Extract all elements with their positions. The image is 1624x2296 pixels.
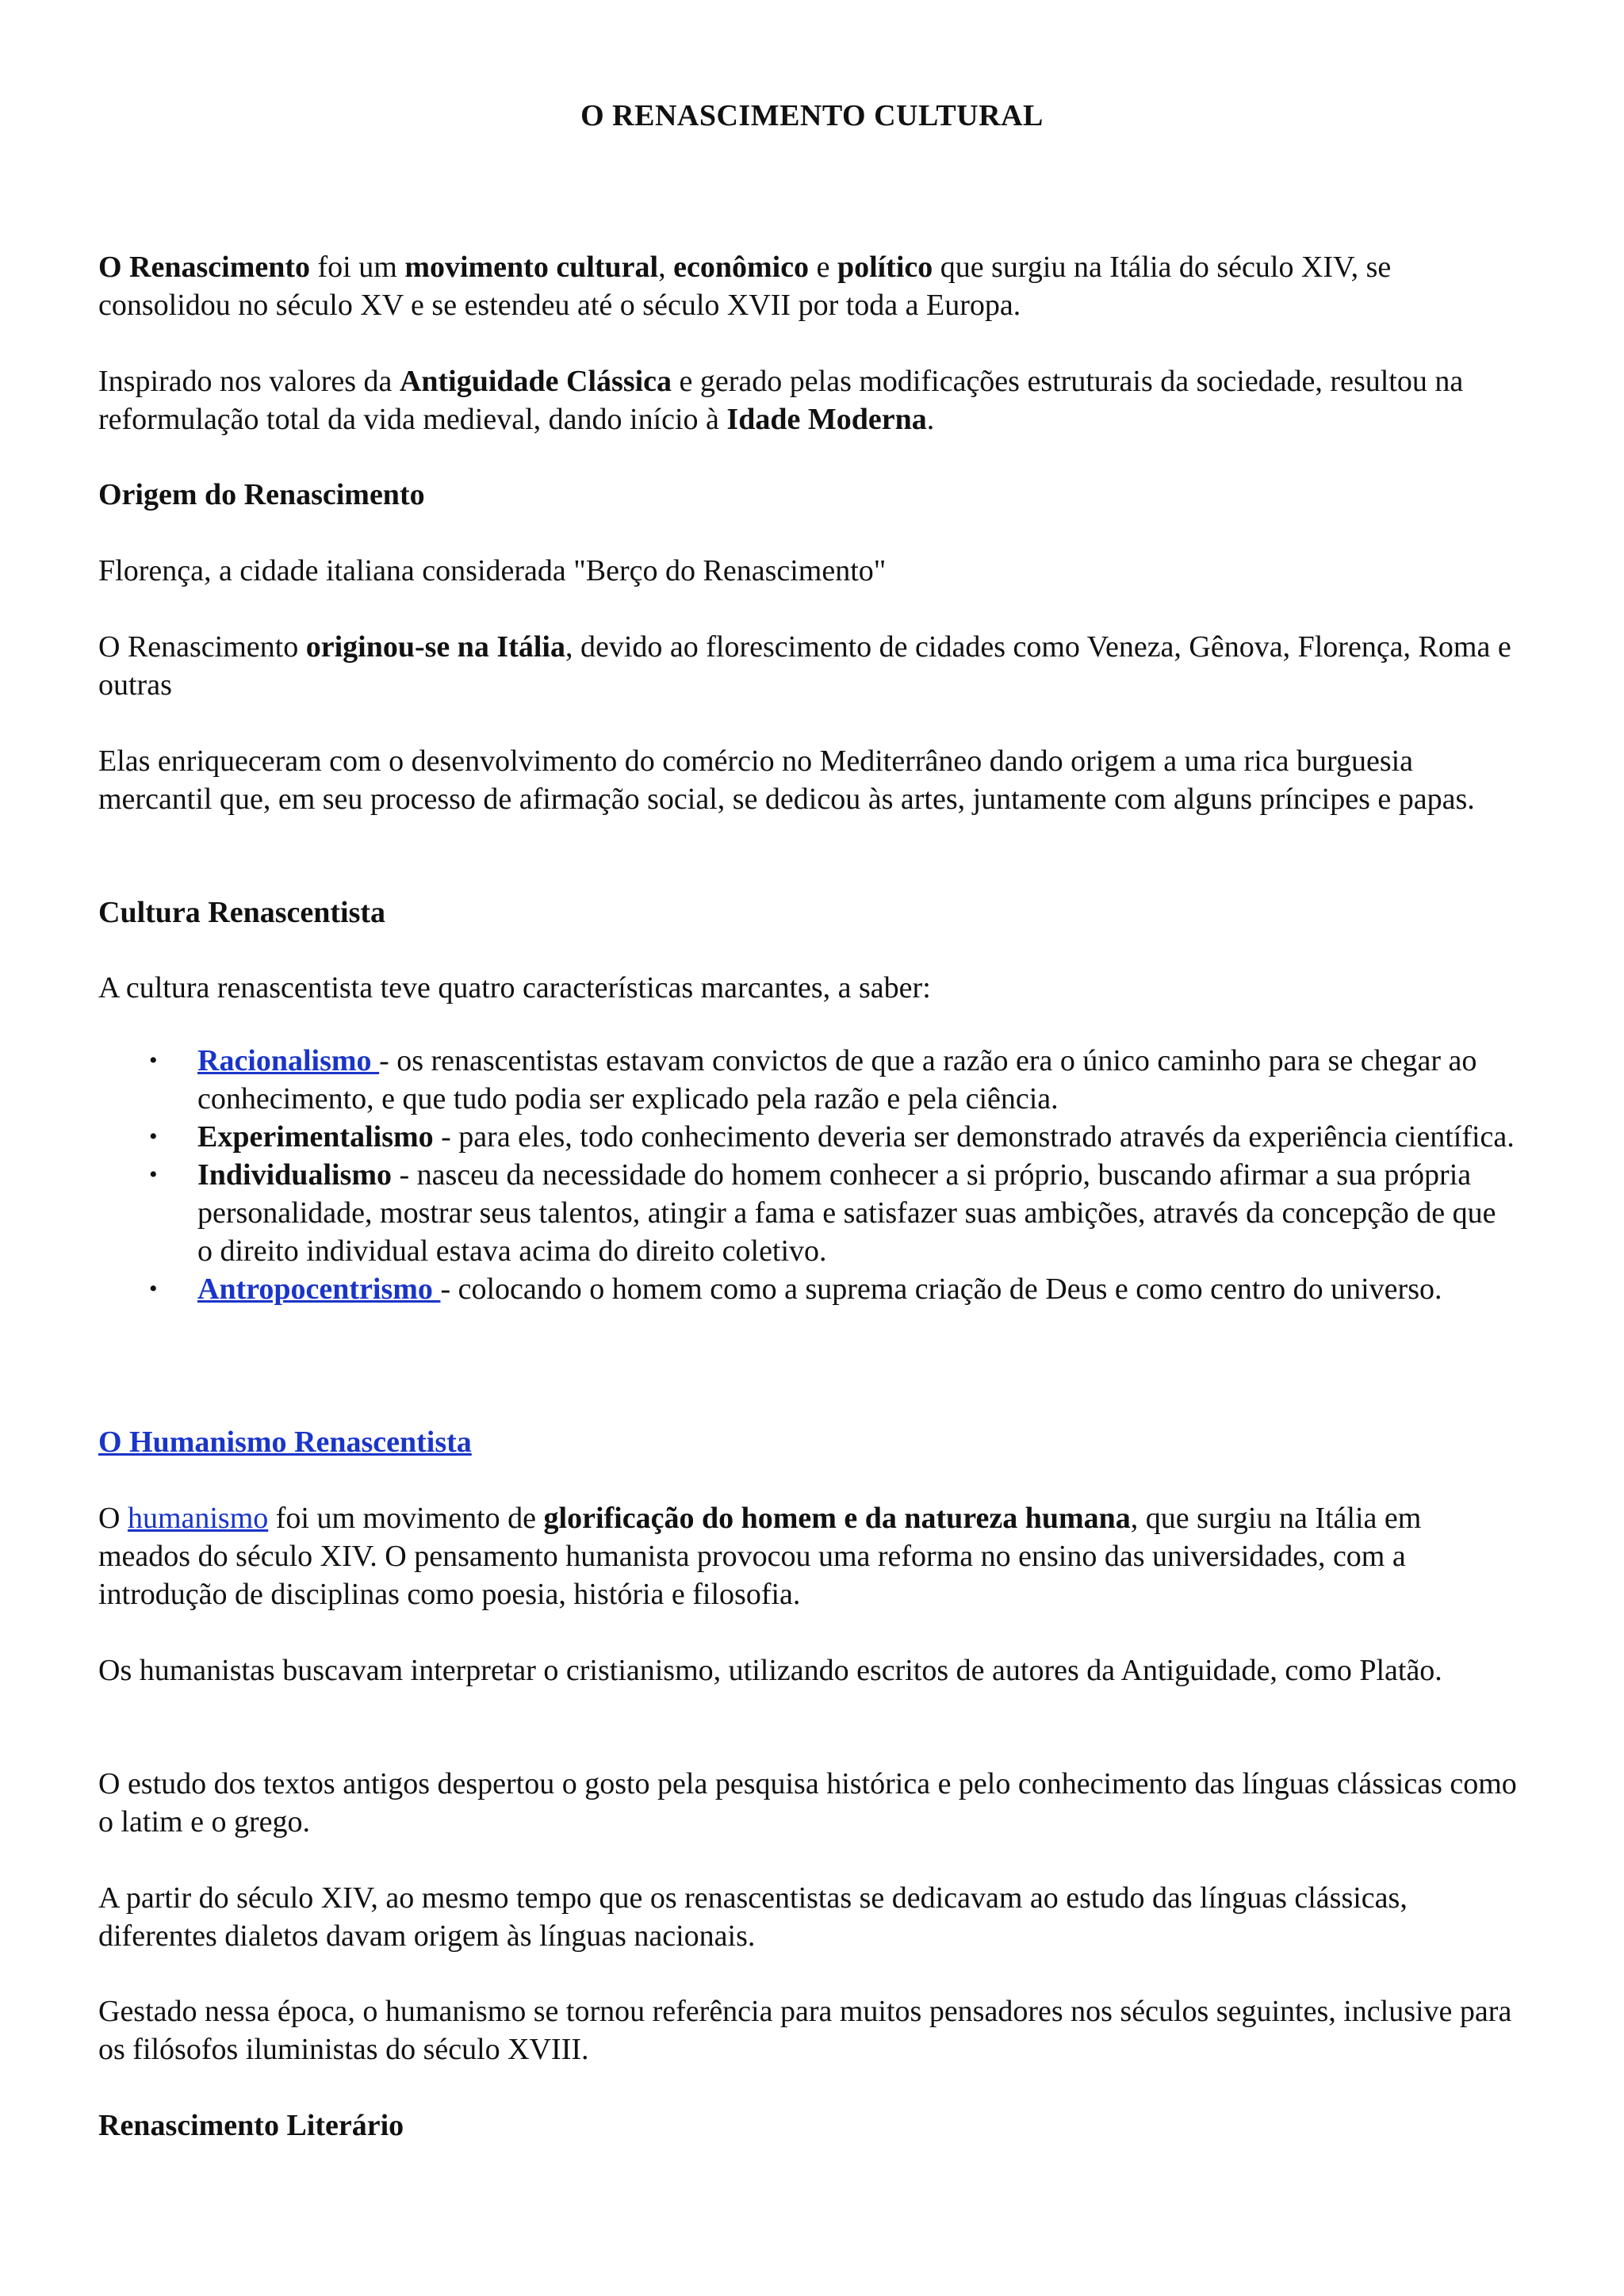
intro-paragraph-2: Inspirado nos valores da Antiguidade Clássica e gerado pelas modificações estruturais da sociedade, resultou na reformulação total da vida medieval, dando início à Idade Moderna. bbox=[98, 365, 1464, 436]
intro-paragraph-1: O Renascimento foi um movimento cultural, econômico e político que surgiu na Itália do século XIV, se consolidou no século XV e se estendeu até o século XVII por toda a Europa. bbox=[98, 251, 1392, 322]
list-item-antropocentrismo: • Antropocentrismo - colocando o homem como a suprema criação de Deus e como centro do universo. bbox=[98, 1270, 1518, 1308]
section-heading-literario: Renascimento Literário bbox=[98, 2109, 404, 2142]
list-item-racionalismo: • Racionalismo - os renascentistas estavam convictos de que a razão era o único caminho para se chegar ao conhecimento, e que tudo podia ser explicado pela razão e pela ciência. bbox=[98, 1042, 1518, 1118]
traits-list bbox=[98, 1042, 1526, 1308]
section-heading-cultura: Cultura Renascentista bbox=[98, 896, 386, 929]
image-caption-florenca: Florença, a cidade italiana considerada "Berço do Renascimento" bbox=[98, 554, 887, 587]
section-heading-origem: Origem do Renascimento bbox=[98, 478, 425, 511]
bullet-icon: • bbox=[149, 1161, 158, 1188]
humanismo-link[interactable]: humanismo bbox=[127, 1502, 269, 1535]
antropocentrismo-link[interactable]: Antropocentrismo bbox=[197, 1272, 441, 1306]
section-heading-humanismo bbox=[98, 1423, 1518, 1461]
humanismo-paragraph-1: O humanismo foi um movimento de glorificação do homem e da natureza humana, que surgiu na Itália em meados do século XIV. O pensamento humanista provocou uma reforma no ensino das universidades, com a introdução de disciplinas como poesia, história e filosofia. bbox=[98, 1502, 1422, 1611]
bullet-icon: • bbox=[149, 1123, 158, 1150]
origem-paragraph-1: O Renascimento originou-se na Itália, devido ao florescimento de cidades como Veneza, Gênova, Florença, Roma e outras bbox=[98, 630, 1511, 702]
document-title: O RENASCIMENTO CULTURAL bbox=[580, 99, 1044, 132]
bullet-icon: • bbox=[149, 1047, 158, 1073]
bullet-icon: • bbox=[149, 1276, 158, 1302]
humanismo-heading-link[interactable]: O Humanismo Renascentista bbox=[98, 1425, 472, 1459]
intro-term-renascimento: O Renascimento bbox=[98, 251, 311, 284]
origem-paragraph-2: Elas enriqueceram com o desenvolvimento do comércio no Mediterrâneo dando origem a uma rica burguesia mercantil que, em seu processo de afirmação social, se dedicou às artes, juntamente com alguns príncipes e papas. bbox=[98, 744, 1475, 816]
humanismo-paragraph-3: O estudo dos textos antigos despertou o gosto pela pesquisa histórica e pelo conhecimento das línguas clássicas como o latim e o grego. bbox=[98, 1767, 1517, 1839]
list-item-individualismo: • Individualismo - nasceu da necessidade do homem conhecer a si próprio, buscando afirmar a sua própria personalidade, mostrar seus talentos, atingir a fama e satisfazer suas ambições, através da concepção de que o direito individual estava acima do direito coletivo. bbox=[98, 1156, 1518, 1270]
cultura-intro: A cultura renascentista teve quatro características marcantes, a saber: bbox=[98, 971, 931, 1004]
humanismo-paragraph-5: Gestado nessa época, o humanismo se tornou referência para muitos pensadores nos séculos seguintes, inclusive para os filósofos iluministas do século XVIII. bbox=[98, 1995, 1512, 2066]
racionalismo-link[interactable]: Racionalismo bbox=[197, 1044, 380, 1077]
humanismo-paragraph-2: Os humanistas buscavam interpretar o cristianismo, utilizando escritos de autores da Antiguidade, como Platão. bbox=[98, 1654, 1442, 1687]
humanismo-paragraph-4: A partir do século XIV, ao mesmo tempo que os renascentistas se dedicavam ao estudo das línguas clássicas, diferentes dialetos davam origem às línguas nacionais. bbox=[98, 1881, 1408, 1953]
list-item-experimentalismo: • Experimentalismo - para eles, todo conhecimento deveria ser demonstrado através da experiência científica. bbox=[98, 1118, 1518, 1156]
